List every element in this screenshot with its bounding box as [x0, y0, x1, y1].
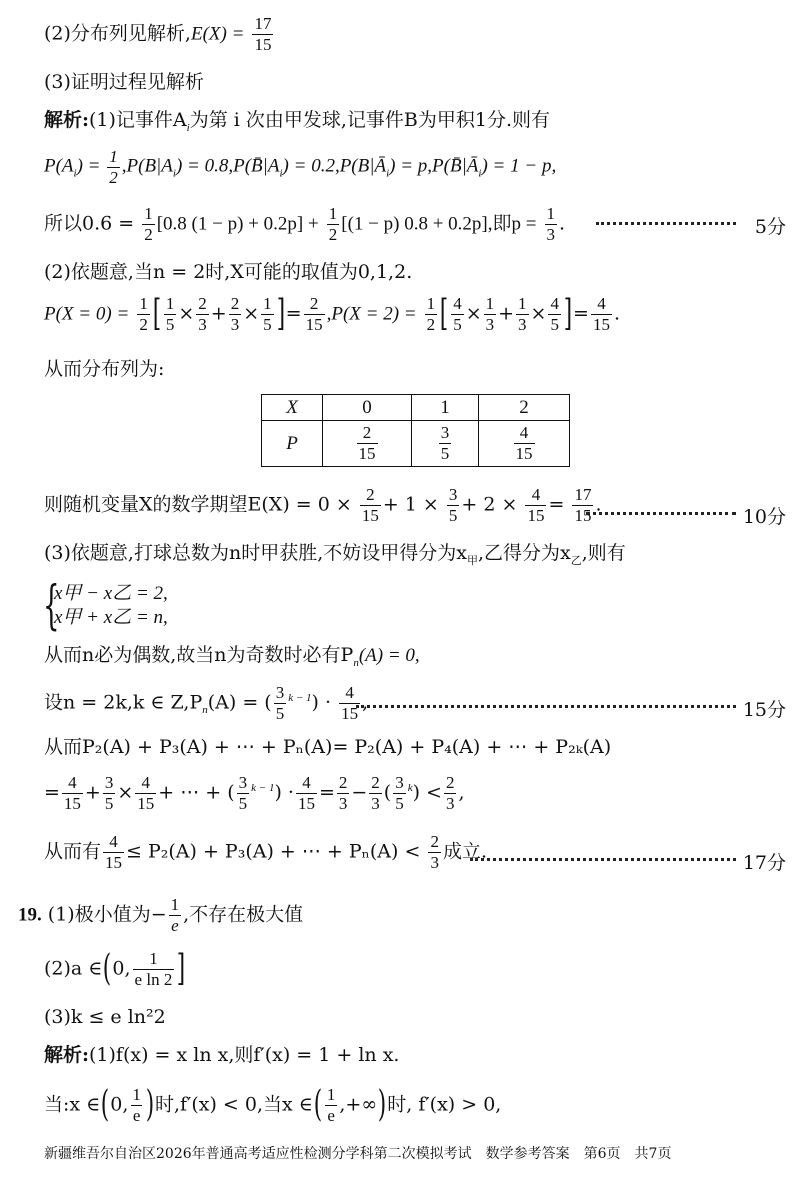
score-leader-dots: [586, 512, 736, 515]
part-2-intro: (2)依题意,当n = 2时,X可能的取值为0,1,2.: [44, 261, 413, 283]
score-leader-dots: [356, 705, 736, 708]
final-inequality: 从而有 $\frac{4}{15}$ ≤ P₂(A) + P₃(A) + ⋯ + Pₙ(A) < $\frac{2}{3}$ 成立.: [44, 832, 487, 872]
px-values: P(X = 0) = $\frac{1}{2}$ [ $\frac{1}{5}$ × $\frac{2}{3}$ + $\frac{2}{3}$ × $\frac{1}{5}$ ]= $\frac{2}{15}$ ,P(X = 2) = $\frac{1}{2}$ [ $\frac{4}{5}$ × $\frac{1}{3}$ + $\frac{1}{3}$ × $\frac{4}{5}$ ]= $\frac{4}{15}$ .: [44, 293, 620, 335]
answer-2: [44, 15, 275, 54]
score-10: 10分: [742, 506, 786, 528]
score-5: 5分: [754, 216, 786, 238]
probability-definitions: $P(A_i)$ = $\frac{1}{2}$ $,P(B|A_i)$ = $0.8,P(B̄|A_i)$ = $0.2,P(B|Ā_i)$ = $p,P(B̄|Ā_i) = 1 - p$,: [44, 147, 557, 187]
answer-2-expectation: E(X) =: [190, 23, 245, 45]
page-footer: 新疆维吾尔自治区2026年普通高考适应性检测分学科第二次模拟考试 数学参考答案 第6页 共7页: [44, 1146, 672, 1162]
question-number: 19.: [18, 904, 42, 926]
score-17: 17分: [742, 852, 786, 874]
analysis-label: 解析:: [44, 109, 90, 131]
distribution-intro: 从而分布列为:: [44, 358, 165, 380]
table-cell: 0: [323, 395, 412, 421]
system-brace: {: [43, 576, 60, 636]
even-line: 从而n必为偶数,故当n为奇数时必有$P_n(A) = 0$,: [44, 644, 420, 669]
score-15: 15分: [742, 699, 786, 721]
answer-3: (3)证明过程见解析: [44, 71, 204, 93]
table-cell: $\frac{3}{5}$: [412, 421, 479, 467]
fraction: $\frac{1}{2}$: [144, 204, 153, 244]
fraction: $\frac{17}{15}$: [254, 14, 272, 54]
sum-line-1: 从而P₂(A) + P₃(A) + ⋯ + Pₙ(A)= P₂(A) + P₄(A) + ⋯ + P₂ₖ(A): [44, 736, 612, 758]
score-leader-dots: [470, 858, 736, 861]
set-n-line: 设n = 2k,k ∈ $Z,P_n(A)$ = ( $\frac{3}{5}$ $^{k - 1}$) · $\frac{4}{15}$ ,: [44, 683, 369, 723]
table-cell: 2: [479, 395, 570, 421]
q19-monotonic: 当:x ∈(0, $\frac{1}{e}$ )时,f′(x) < 0,当x ∈( $\frac{1}{e}$ ,+∞)时, f′(x) > 0,: [44, 1084, 502, 1126]
sum-line-2: = $\frac{4}{15}$ + $\frac{3}{5}$ × $\frac{4}{15}$ + ⋯ + ( $\frac{3}{5}$ $^{k - 1}$) · $\frac{4}{15}$ = $\frac{2}{3}$ − $\frac{2}{3}$ ( $\frac{3}{5}$ $^k$) < $\frac{2}{3}$ ,: [44, 773, 465, 813]
solve-p-line: 所以0.6 = $\frac{1}{2}$ [0.8 (1 − p) + 0.2p] + $\frac{1}{2}$ [(1 − p) 0.8 + 0.2p],即p = $\frac{1}{3}$ .: [44, 204, 566, 244]
fraction: $\frac{1}{2}$: [109, 147, 118, 187]
score-leader-dots: [596, 222, 736, 225]
table-cell: $\frac{4}{15}$: [479, 421, 570, 467]
fraction: $\frac{1}{2}$: [328, 204, 338, 244]
table-cell: 1: [412, 395, 479, 421]
table-header-x: X: [262, 395, 323, 421]
fraction: $\frac{1}{3}$: [546, 204, 556, 244]
system-line-2: x甲 + x乙 = n,: [54, 607, 168, 628]
distribution-table: [261, 394, 570, 467]
table-cell: $\frac{2}{15}$: [323, 421, 412, 467]
answer-2-text: (2)分布列见解析,: [44, 22, 191, 45]
system-line-1: x甲 − x乙 = 2,: [54, 583, 168, 604]
q19-answer-3: (3)k ≤ e ln²2: [44, 1006, 166, 1028]
table-header-p: P: [262, 421, 323, 467]
part-3-intro: (3)依题意,打球总数为n时甲获胜,不妨设甲得分为$x_甲$,乙得分为$x_乙$,则有: [44, 542, 626, 567]
q19-analysis: 解析:(1)f(x) = x ln x,则f′(x) = 1 + ln x.: [44, 1044, 400, 1066]
expectation-line: 则随机变量X的数学期望E(X) = 0 × $\frac{2}{15}$ + 1 × $\frac{3}{5}$ + 2 × $\frac{4}{15}$ = $\frac{17}{15}$ .: [44, 485, 602, 525]
q19-answer-2: (2)a ∈(0, $\frac{1}{\text{e ln 2}}$ ]: [44, 948, 186, 990]
analysis-1: 解析:(1)记事件$A_i$为第 i 次由甲发球,记事件B为甲积1分.则有: [44, 109, 551, 134]
q19-answer-1: 19. (1)极小值为− $\frac{1}{e}$ ,不存在极大值: [18, 895, 304, 935]
